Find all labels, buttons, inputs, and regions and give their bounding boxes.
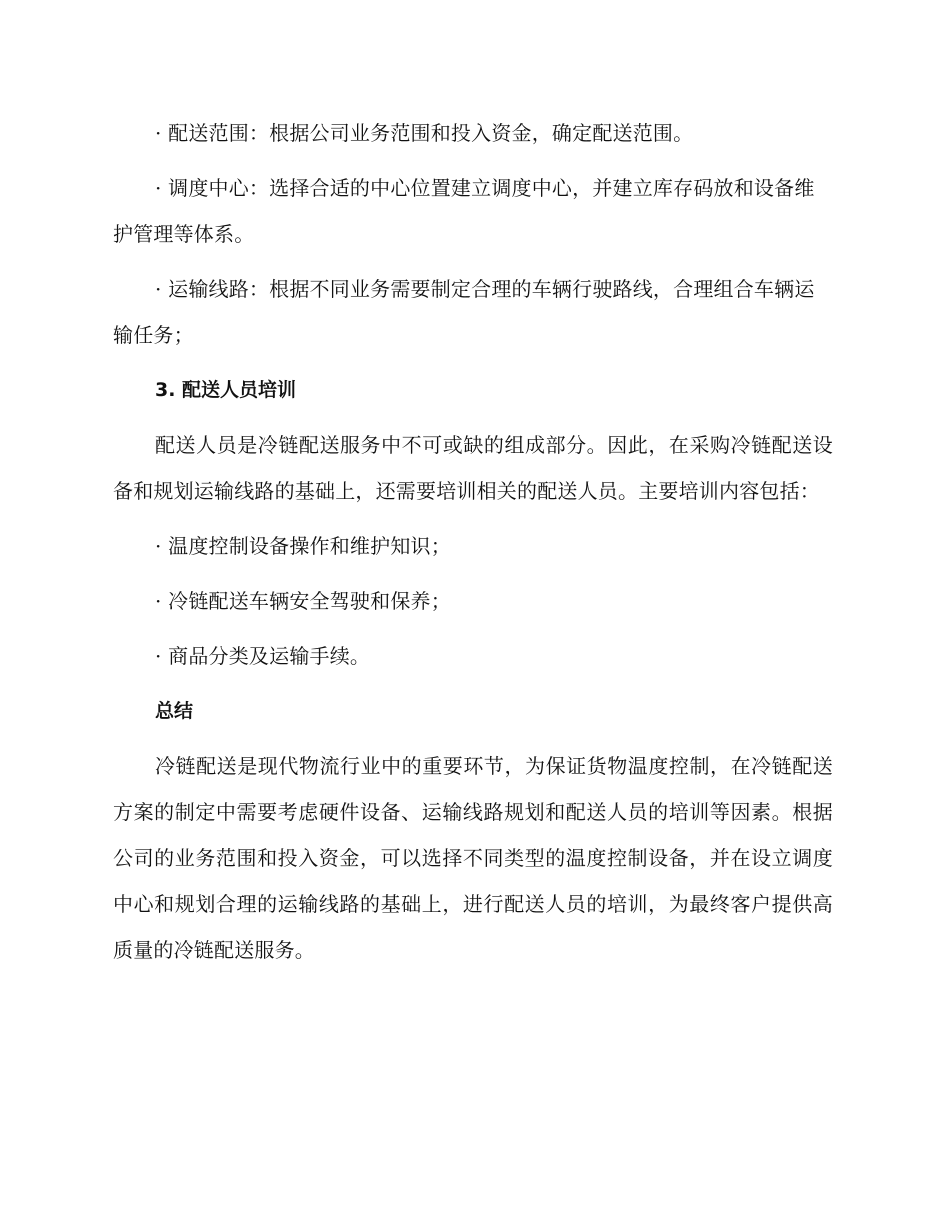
section-heading-staff-training: 3. 配送人员培训 (155, 379, 297, 401)
paragraph-staff-training: 配送人员是冷链配送服务中不可或缺的组成部分。因此，在采购冷链配送设备和规划运输线路的基础上，还需要培训相关的配送人员。主要培训内容包括： (113, 433, 833, 503)
bullet-transport-routes: · 运输线路：根据不同业务需要制定合理的车辆行驶路线，合理组合车辆运输任务； (113, 277, 815, 347)
section-heading-summary: 总结 (155, 700, 194, 722)
document-body (113, 110, 833, 982)
bullet-delivery-scope: · 配送范围：根据公司业务范围和投入资金，确定配送范围。 (155, 121, 694, 145)
bullet-goods-classification: · 商品分类及运输手续。 (155, 644, 371, 668)
bullet-temperature-equipment: · 温度控制设备操作和维护知识； (155, 534, 451, 558)
bullet-vehicle-safety: · 冷链配送车辆安全驾驶和保养； (155, 589, 451, 613)
paragraph-summary: 冷链配送是现代物流行业中的重要环节，为保证货物温度控制，在冷链配送方案的制定中需要考虑硬件设备、运输线路规划和配送人员的培训等因素。根据公司的业务范围和投入资金，可以选择不同类型的温度控制设备，并在设立调度中心和规划合理的运输线路的基础上，进行配送人员的培训，为最终客户提供高质量的冷链配送服务。 (113, 754, 833, 962)
bullet-dispatch-center: · 调度中心：选择合适的中心位置建立调度中心，并建立库存码放和设备维护管理等体系。 (113, 176, 815, 246)
